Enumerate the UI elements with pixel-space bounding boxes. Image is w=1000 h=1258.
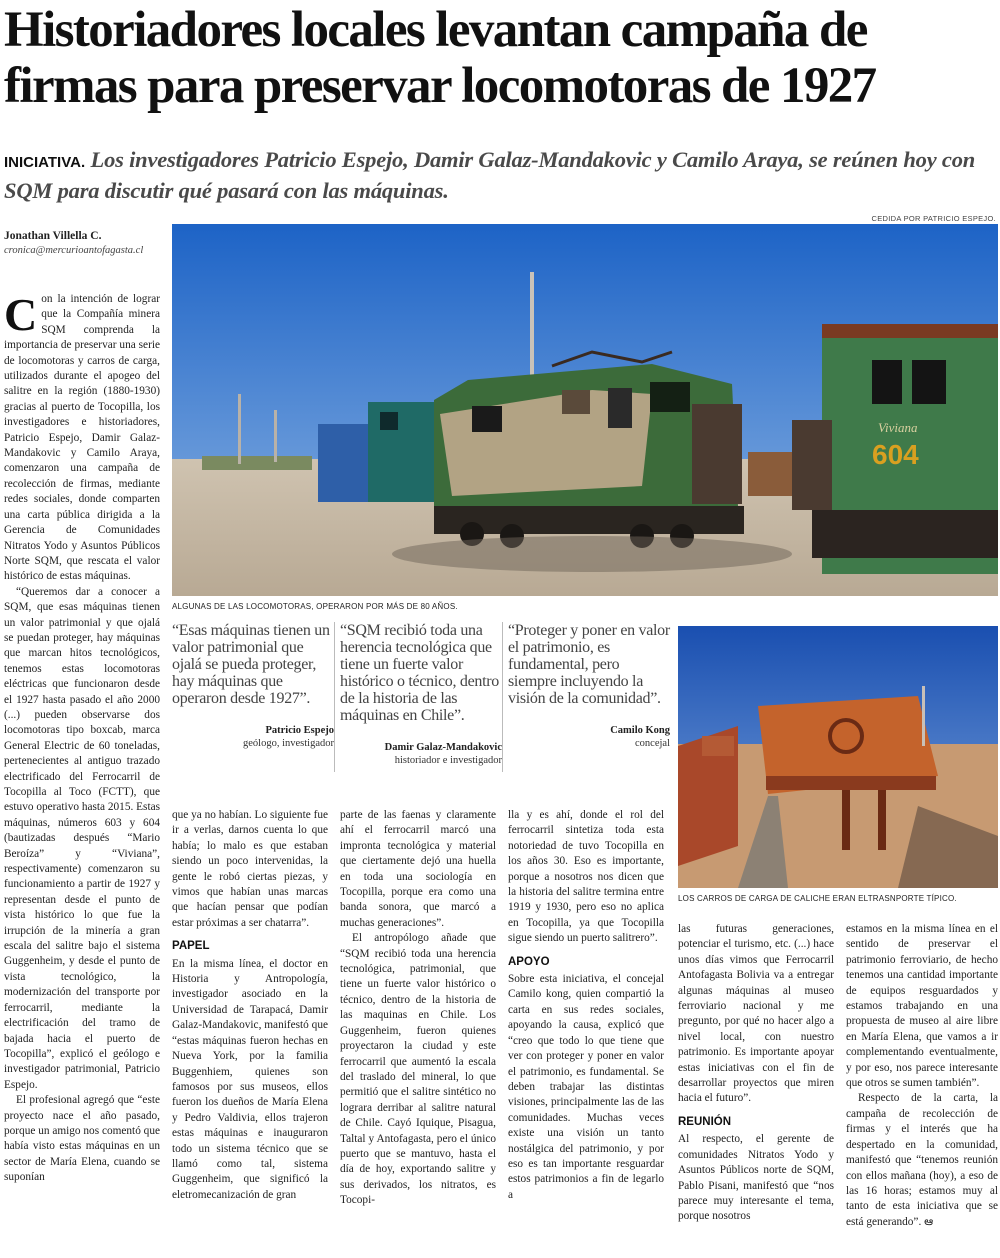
quote-author-role: geólogo, investigador: [243, 738, 334, 749]
paragraph: Sobre esta iniciativa, el concejal Camilo kong, quien compartió la carta en sus redes sociales, apoyando la causa, explicó que “creo que todo lo que tiene que ver con proteger y poner en valor el patrimonio, es fundamental. Se deben trabajar las distintas visiones, principalmente las de las comunidades. Muchas veces existe una visión un tanto nostálgica del patrimonio, y por eso es tan importante resguardar estos patrimonios a fin de legarlo a: [508, 973, 664, 1201]
paragraph: que ya no habían. Lo siguiente fue ir a verlas, darnos cuenta lo que había; lo malo es que estaban siendo un poco intervenidas, la gente le robó ciertas piezas, y vimos que habían unas marcas que hacían pensar que podían estar próximas a ser chatarra”.: [172, 809, 328, 929]
paragraph: El antropólogo añade que “SQM recibió toda una herencia tecnológica, patrimonial, que tiene un fuerte valor histórico o técnico, dentro de la historia de las maquinas en Chile. Los Guggenheim, fueron quienes proyectaron la ciudad y este ferrocarril que aumentó la escala del traslado del mineral, lo que permitió que el salitre sintético no lograra derribar al salitre natural de Chile. Cayó Iquique, Pisagua, Taltal y Antofagasta, pero el único puerto que se mantuvo, hasta el día de hoy, exportando salitre y sus derivados, los nitratos, es Tocopi-: [340, 932, 496, 1207]
byline: [4, 230, 169, 256]
quote-text: “SQM recibió toda una herencia tecnológica que tiene un fuerte valor histórico o técnico, dentro de la historia de las máquinas en Chile”.: [340, 622, 499, 724]
main-photo-caption: ALGUNAS DE LAS LOCOMOTORAS, OPERARON POR MÁS DE 80 AÑOS.: [172, 602, 458, 611]
body-column-5: [678, 922, 834, 1256]
end-mark: ఆ: [924, 1215, 934, 1228]
paragraph: Al respecto, el gerente de comunidades Nitratos Yodo y Asuntos Públicos norte de SQM, Pablo Pisani, manifestó que “nos parece muy interesante el tema, porque nosotros: [678, 1133, 834, 1223]
section-heading-reunion: REUNIÓN: [678, 1115, 732, 1128]
dropcap: C: [4, 292, 38, 340]
photo-credit: CEDIDA POR PATRICIO ESPEJO.: [871, 214, 996, 223]
deck: [4, 146, 998, 205]
side-photo-caption: LOS CARROS DE CARGA DE CALICHE ERAN ELTRASNPORTE TÍPICO.: [678, 894, 957, 903]
quote-text: “Proteger y poner en valor el patrimonio, es fundamental, pero siempre incluyendo la visión de la comunidad”.: [508, 622, 670, 707]
body-column-6: [846, 922, 998, 1256]
paragraph: El profesional agregó que “este proyecto nace el año pasado, porque un amigo nos comentó que había visto estas máquinas en un sector de María Elena, cuando se suponían: [4, 1094, 160, 1184]
paragraph: lla y es ahí, donde el rol del ferrocarril sintetiza toda esta notoriedad de tuvo Tocopilla en los años 30. Eso es importante, porque a nosotros nos dicen que la historia del salitre termina entre 1919 y 1930, pero eso no aplica en Tocopilla, ya que Tocopilla sigue siendo un puerto salitrero”.: [508, 809, 664, 945]
side-photo-caliche-cars: [678, 626, 998, 888]
main-photo-locomotives: [172, 224, 998, 596]
loco-name-text: Viviana: [878, 420, 918, 435]
quote-author-role: concejal: [635, 738, 670, 749]
quote-author: Camilo Kong: [610, 725, 670, 736]
byline-email: cronica@mercurioantofagasta.cl: [4, 245, 144, 256]
paragraph-text: Respecto de la carta, la campaña de recolección de firmas y el interés que ha despertado en la comunidad, manifestó que “tenemos reunión con ellos mañana (hoy), a eso de las 16 horas; estamos muy al tanto de esta iniciativa que se está generando”.: [846, 1092, 998, 1228]
paragraph: las futuras generaciones, potenciar el turismo, etc. (...) hace unos días vimos que Ferrocarril Antofagasta Bolivia va a entregar algunas máquinas al museo ferroviario nacional y me pregunto, por qué no hacer algo a nivel local, con nuestro patrimonio. Es importante apoyar estas iniciativas con el fin de desarrollar proyectos que miren hacia el futuro”.: [678, 923, 834, 1105]
quote-text: “Esas máquinas tienen un valor patrimonial que ojalá se pueda proteger, hay máquinas que operaron desde 1927”.: [172, 622, 330, 707]
deck-text: Los investigadores Patricio Espejo, Damir Galaz-Mandakovic y Camilo Araya, se reúnen hoy con SQM para discutir qué pasará con las máquinas.: [4, 147, 976, 203]
section-heading-apoyo: APOYO: [508, 955, 550, 968]
quote-galaz: [340, 622, 502, 766]
paragraph: “Queremos dar a conocer a SQM, que esas máquinas tienen un valor patrimonial y que ojalá se puedan proteger, hay máquinas que marcan hitos tecnológicos, tenemos estas locomotoras eléctricas que funcionaron desde el 1927 hasta pasado el año 2000 (...) pueden observarse dos locomotoras tipo boxcab, marca General Electric de 60 toneladas, pertenecientes al antiguo trazado electrificado del Ferrocarril de Tocopilla al Toco (FCTT), que estuvo operativo hasta 2015. Estas máquinas, números 603 y 604 (bautizadas después “Mario Beroíza” y “Viviana”, respectivamente) comenzaron su funcionamiento a partir de 1927 y representan desde el punto de vista histórico lo que fue la irrupción de la minería a gran escala del salitre bajo el sistema Guggenheim, y desde el punto de vista tecnológico, la modernización del transporte por ferrocarril, mediante la electrificación del tramo de bajada hacia el puerto de Tocopilla”, explicó el geólogo e investigador patrimonial, Patricio Espejo.: [4, 585, 160, 1091]
body-column-3: [340, 808, 496, 1256]
paragraph: parte de las faenas y claramente ahí el ferrocarril marcó una impronta tecnológica y material que ciertamente dejó una huella en toda una sociología en Tocopilla, porque era como una banda sonora, que marcó a muchas generaciones”.: [340, 809, 496, 929]
quote-kong: [508, 622, 670, 749]
quote-author: Damir Galaz-Mandakovic: [384, 742, 502, 753]
deck-kicker: INICIATIVA.: [4, 154, 86, 171]
headline: Historiadores locales levantan campaña de firmas para preservar locomotoras de 1927: [4, 2, 876, 114]
paragraph: [846, 1091, 998, 1230]
paragraph: En la misma línea, el doctor en Historia y Antropología, investigador asociado en la Universidad de Tarapacá, Damir Galaz-Mandakovic, manifestó que “estas máquinas fueron hechas en Nueva York, por la familia Buggenhiem, quienes son famosos por sus museos, ellos fueron los dueños de María Elena y Pedro Valdivia, ellos trajeron estas máquinas e inauguraron todo un sistema técnico que se llamó como tal, sistema Guggenheim, que significó la eletromecanización de gran: [172, 957, 328, 1201]
body-column-4: [508, 808, 664, 1256]
loco-number-text: 604: [872, 439, 919, 470]
quote-author-role: historiador e investigador: [394, 755, 502, 766]
quote-espejo: [172, 622, 334, 749]
paragraph: on la intención de lograr que la Compañía minera SQM comprenda la importancia de preservar una serie de locomotoras y carros de carga, utilizados durante el apogeo del salitre en la región (1880-1930) gracias al puerto de Tocopilla, los investigadores e historiadores, Patricio Espejo, Damir Galaz-Mandakovic y Camilo Araya, comenzaron una campaña de recolección de firmas, mediante redes sociales, donde comparten una carta pública dirigida a la Gerencia de Comunidades Nitratos Yodo y Asuntos Públicos Norte SQM, que rescata el valor histórico de estas máquinas.: [4, 293, 160, 583]
paragraph: estamos en la misma línea en el sentido de preservar el patrimonio ferroviario, de hecho tenemos una cantidad importante de equipos resguardados y estamos trabajando en una propuesta de museo al aire libre en María Elena, que vamos a ir complementando eventualmente, y por eso, nos parece interesante que otros se sumen también”.: [846, 923, 998, 1090]
quote-divider: [334, 622, 335, 772]
quote-author: Patricio Espejo: [265, 725, 334, 736]
section-heading-papel: PAPEL: [172, 940, 210, 953]
quote-divider: [502, 622, 503, 772]
body-column-2: [172, 808, 328, 1256]
body-column-1: [4, 292, 160, 1256]
byline-name: Jonathan Villella C.: [4, 230, 102, 242]
